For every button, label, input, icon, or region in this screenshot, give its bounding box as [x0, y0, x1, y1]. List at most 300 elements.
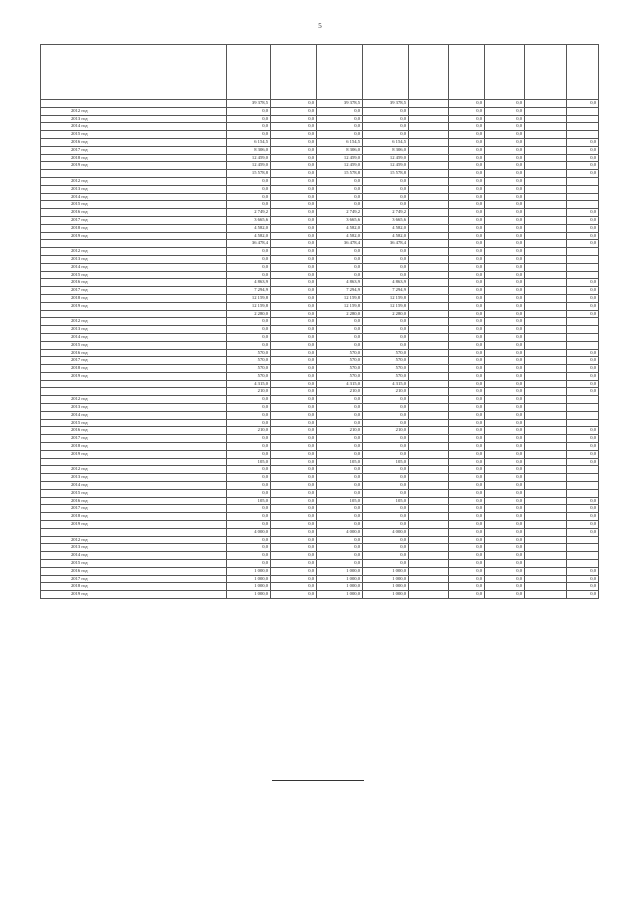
year-cell-rep_credit — [409, 411, 449, 419]
section-row — [41, 100, 599, 108]
year-cell-rep_alloc: 0,0 — [363, 544, 409, 552]
section-cell-extra_sg — [525, 528, 567, 536]
year-cell-invest: 0,0 — [567, 591, 599, 599]
year-cell-federal: 0,0 — [271, 162, 317, 170]
year-row — [41, 474, 599, 482]
year-cell-rep_alloc: 105,0 — [363, 497, 409, 505]
header-investment-premium — [567, 45, 599, 100]
year-cell-extra_total: 0,0 — [485, 341, 525, 349]
year-cell-local: 0,0 — [449, 138, 485, 146]
year-cell-local: 0,0 — [449, 450, 485, 458]
section-cell-extra_total: 0,0 — [485, 240, 525, 248]
year-label: 2018 год — [41, 294, 227, 302]
year-cell-extra_total: 0,0 — [485, 224, 525, 232]
year-cell-rep_alloc: 570,0 — [363, 349, 409, 357]
year-row — [41, 333, 599, 341]
year-cell-rep_total: 0,0 — [317, 177, 363, 185]
year-cell-invest: 0,0 — [567, 575, 599, 583]
year-cell-federal: 0,0 — [271, 365, 317, 373]
year-cell-invest — [567, 544, 599, 552]
year-cell-federal: 0,0 — [271, 591, 317, 599]
year-label: 2015 год — [41, 131, 227, 139]
year-cell-total: 0,0 — [227, 396, 271, 404]
section-cell-total: 210,0 — [227, 388, 271, 396]
year-cell-extra_total: 0,0 — [485, 474, 525, 482]
year-label: 2016 год — [41, 138, 227, 146]
year-cell-local: 0,0 — [449, 146, 485, 154]
year-label: 2012 год — [41, 248, 227, 256]
year-cell-extra_sg — [525, 427, 567, 435]
year-cell-rep_total: 0,0 — [317, 411, 363, 419]
year-cell-rep_total: 0,0 — [317, 123, 363, 131]
year-cell-federal: 0,0 — [271, 396, 317, 404]
section-cell-rep_credit — [409, 380, 449, 388]
year-row — [41, 177, 599, 185]
year-row — [41, 552, 599, 560]
year-label: 2013 год — [41, 326, 227, 334]
year-label: 2018 год — [41, 224, 227, 232]
year-cell-rep_total: 0,0 — [317, 505, 363, 513]
year-cell-federal: 0,0 — [271, 255, 317, 263]
year-row — [41, 193, 599, 201]
year-row — [41, 357, 599, 365]
year-cell-invest — [567, 396, 599, 404]
year-cell-rep_alloc: 0,0 — [363, 443, 409, 451]
year-cell-extra_total: 0,0 — [485, 294, 525, 302]
year-label: 2016 год — [41, 567, 227, 575]
year-row — [41, 466, 599, 474]
year-cell-extra_sg — [525, 107, 567, 115]
year-cell-extra_total: 0,0 — [485, 115, 525, 123]
year-cell-local: 0,0 — [449, 177, 485, 185]
year-cell-rep_total: 4 582,0 — [317, 224, 363, 232]
year-cell-local: 0,0 — [449, 333, 485, 341]
year-cell-local: 0,0 — [449, 185, 485, 193]
year-cell-extra_sg — [525, 341, 567, 349]
year-cell-extra_total: 0,0 — [485, 427, 525, 435]
year-cell-invest — [567, 131, 599, 139]
section-cell-extra_sg — [525, 170, 567, 178]
year-cell-rep_total: 0,0 — [317, 326, 363, 334]
year-cell-extra_total: 0,0 — [485, 263, 525, 271]
section-cell-rep_total: 4 000,0 — [317, 528, 363, 536]
year-cell-extra_sg — [525, 497, 567, 505]
year-cell-local: 0,0 — [449, 216, 485, 224]
year-cell-total: 0,0 — [227, 482, 271, 490]
year-cell-rep_credit — [409, 326, 449, 334]
year-cell-rep_credit — [409, 232, 449, 240]
year-cell-extra_sg — [525, 482, 567, 490]
year-cell-invest: 0,0 — [567, 521, 599, 529]
year-cell-rep_alloc: 0,0 — [363, 107, 409, 115]
year-cell-rep_credit — [409, 263, 449, 271]
year-cell-rep_alloc: 0,0 — [363, 450, 409, 458]
year-cell-invest: 0,0 — [567, 162, 599, 170]
year-cell-extra_sg — [525, 302, 567, 310]
year-cell-rep_credit — [409, 131, 449, 139]
year-row — [41, 138, 599, 146]
year-cell-local: 0,0 — [449, 474, 485, 482]
year-cell-rep_alloc: 0,0 — [363, 341, 409, 349]
year-cell-federal: 0,0 — [271, 474, 317, 482]
year-cell-rep_total: 4 582,0 — [317, 232, 363, 240]
year-cell-extra_total: 0,0 — [485, 326, 525, 334]
header-republic-total — [317, 45, 363, 100]
year-cell-rep_credit — [409, 466, 449, 474]
year-cell-extra_sg — [525, 255, 567, 263]
year-cell-extra_total: 0,0 — [485, 107, 525, 115]
year-cell-rep_alloc: 0,0 — [363, 404, 409, 412]
year-cell-rep_total: 0,0 — [317, 482, 363, 490]
year-cell-local: 0,0 — [449, 560, 485, 568]
year-cell-rep_credit — [409, 302, 449, 310]
year-cell-extra_sg — [525, 419, 567, 427]
year-cell-local: 0,0 — [449, 232, 485, 240]
section-cell-federal: 0,0 — [271, 240, 317, 248]
year-cell-extra_total: 0,0 — [485, 583, 525, 591]
year-cell-total: 0,0 — [227, 177, 271, 185]
year-cell-federal: 0,0 — [271, 123, 317, 131]
year-cell-rep_total: 570,0 — [317, 372, 363, 380]
year-row — [41, 287, 599, 295]
year-cell-extra_total: 0,0 — [485, 302, 525, 310]
year-cell-extra_sg — [525, 333, 567, 341]
year-cell-rep_credit — [409, 349, 449, 357]
header-activity — [41, 45, 227, 100]
year-cell-rep_alloc: 12 159,8 — [363, 294, 409, 302]
year-row — [41, 419, 599, 427]
year-cell-rep_credit — [409, 505, 449, 513]
section-cell-rep_alloc: 36 478,4 — [363, 240, 409, 248]
year-cell-rep_credit — [409, 138, 449, 146]
section-cell-total: 36 478,4 — [227, 240, 271, 248]
year-row — [41, 497, 599, 505]
year-cell-local: 0,0 — [449, 505, 485, 513]
section-title — [41, 458, 227, 466]
year-label: 2014 год — [41, 193, 227, 201]
year-label: 2015 год — [41, 489, 227, 497]
year-cell-extra_sg — [525, 513, 567, 521]
section-cell-rep_credit — [409, 240, 449, 248]
year-cell-extra_total: 0,0 — [485, 466, 525, 474]
year-cell-rep_total: 0,0 — [317, 404, 363, 412]
year-cell-federal: 0,0 — [271, 411, 317, 419]
section-cell-local: 0,0 — [449, 100, 485, 108]
year-label: 2013 год — [41, 404, 227, 412]
section-row — [41, 170, 599, 178]
year-cell-rep_credit — [409, 287, 449, 295]
year-cell-rep_total: 0,0 — [317, 263, 363, 271]
year-cell-federal: 0,0 — [271, 232, 317, 240]
section-row — [41, 380, 599, 388]
year-cell-rep_alloc: 0,0 — [363, 177, 409, 185]
year-cell-extra_total: 0,0 — [485, 185, 525, 193]
section-cell-extra_total: 0,0 — [485, 100, 525, 108]
year-cell-local: 0,0 — [449, 489, 485, 497]
section-cell-federal: 0,0 — [271, 528, 317, 536]
year-cell-total: 1 000,0 — [227, 591, 271, 599]
year-cell-rep_credit — [409, 357, 449, 365]
section-cell-total: 4 315,0 — [227, 380, 271, 388]
year-cell-invest: 0,0 — [567, 154, 599, 162]
year-cell-federal: 0,0 — [271, 505, 317, 513]
year-label: 2018 год — [41, 583, 227, 591]
year-cell-rep_credit — [409, 115, 449, 123]
year-label: 2015 год — [41, 419, 227, 427]
year-cell-federal: 0,0 — [271, 349, 317, 357]
section-cell-total: 105,0 — [227, 458, 271, 466]
year-cell-rep_total: 8 306,0 — [317, 146, 363, 154]
year-cell-total: 0,0 — [227, 466, 271, 474]
year-cell-invest — [567, 185, 599, 193]
year-cell-total: 0,0 — [227, 450, 271, 458]
year-cell-invest: 0,0 — [567, 209, 599, 217]
year-cell-total: 7 294,9 — [227, 287, 271, 295]
section-cell-rep_total: 4 315,0 — [317, 380, 363, 388]
year-cell-invest: 0,0 — [567, 567, 599, 575]
year-cell-rep_alloc: 0,0 — [363, 201, 409, 209]
year-cell-rep_alloc: 2 749,2 — [363, 209, 409, 217]
year-cell-rep_credit — [409, 365, 449, 373]
year-cell-total: 0,0 — [227, 411, 271, 419]
year-row — [41, 341, 599, 349]
year-cell-federal: 0,0 — [271, 583, 317, 591]
year-cell-rep_alloc: 210,0 — [363, 427, 409, 435]
year-cell-rep_alloc: 0,0 — [363, 271, 409, 279]
year-row — [41, 162, 599, 170]
year-row — [41, 279, 599, 287]
year-cell-rep_credit — [409, 216, 449, 224]
year-cell-invest — [567, 552, 599, 560]
year-row — [41, 232, 599, 240]
year-cell-rep_total: 0,0 — [317, 271, 363, 279]
year-row — [41, 450, 599, 458]
year-cell-invest: 0,0 — [567, 435, 599, 443]
year-cell-extra_sg — [525, 131, 567, 139]
year-label: 2016 год — [41, 427, 227, 435]
year-cell-extra_sg — [525, 560, 567, 568]
year-cell-rep_credit — [409, 248, 449, 256]
section-cell-extra_total: 0,0 — [485, 310, 525, 318]
year-cell-local: 0,0 — [449, 162, 485, 170]
year-cell-extra_sg — [525, 450, 567, 458]
year-cell-rep_total: 3 665,6 — [317, 216, 363, 224]
year-cell-federal: 0,0 — [271, 521, 317, 529]
section-cell-federal: 0,0 — [271, 388, 317, 396]
year-cell-rep_total: 0,0 — [317, 333, 363, 341]
year-cell-invest: 0,0 — [567, 138, 599, 146]
year-cell-rep_credit — [409, 489, 449, 497]
year-cell-rep_alloc: 12 159,8 — [363, 302, 409, 310]
year-label: 2012 год — [41, 466, 227, 474]
section-title — [41, 240, 227, 248]
year-label: 2012 год — [41, 536, 227, 544]
year-cell-extra_sg — [525, 474, 567, 482]
year-cell-rep_alloc: 4 582,0 — [363, 232, 409, 240]
year-row — [41, 294, 599, 302]
year-cell-federal: 0,0 — [271, 560, 317, 568]
year-cell-invest — [567, 248, 599, 256]
year-cell-total: 0,0 — [227, 489, 271, 497]
year-cell-extra_total: 0,0 — [485, 146, 525, 154]
year-cell-extra_total: 0,0 — [485, 349, 525, 357]
year-cell-rep_alloc: 0,0 — [363, 193, 409, 201]
year-cell-extra_sg — [525, 443, 567, 451]
year-cell-rep_credit — [409, 162, 449, 170]
year-cell-federal: 0,0 — [271, 115, 317, 123]
year-cell-rep_credit — [409, 209, 449, 217]
year-cell-rep_alloc: 0,0 — [363, 411, 409, 419]
year-cell-rep_alloc: 0,0 — [363, 560, 409, 568]
year-cell-federal: 0,0 — [271, 333, 317, 341]
year-cell-rep_total: 0,0 — [317, 318, 363, 326]
section-cell-rep_alloc: 15 578,8 — [363, 170, 409, 178]
year-cell-total: 0,0 — [227, 560, 271, 568]
section-title — [41, 528, 227, 536]
year-cell-rep_credit — [409, 154, 449, 162]
year-cell-local: 0,0 — [449, 513, 485, 521]
year-cell-rep_credit — [409, 404, 449, 412]
year-cell-rep_total: 105,0 — [317, 497, 363, 505]
year-cell-rep_alloc: 0,0 — [363, 248, 409, 256]
year-cell-rep_total: 7 294,9 — [317, 287, 363, 295]
year-cell-federal: 0,0 — [271, 263, 317, 271]
year-cell-rep_credit — [409, 435, 449, 443]
year-cell-local: 0,0 — [449, 419, 485, 427]
year-cell-local: 0,0 — [449, 521, 485, 529]
year-row — [41, 365, 599, 373]
year-cell-federal: 0,0 — [271, 177, 317, 185]
year-cell-local: 0,0 — [449, 318, 485, 326]
year-cell-rep_alloc: 3 665,6 — [363, 216, 409, 224]
section-cell-extra_sg — [525, 388, 567, 396]
year-row — [41, 185, 599, 193]
year-cell-extra_total: 0,0 — [485, 279, 525, 287]
year-cell-total: 570,0 — [227, 372, 271, 380]
year-label: 2017 год — [41, 146, 227, 154]
year-cell-extra_total: 0,0 — [485, 497, 525, 505]
year-cell-extra_total: 0,0 — [485, 162, 525, 170]
section-cell-rep_total: 210,0 — [317, 388, 363, 396]
year-cell-total: 1 000,0 — [227, 575, 271, 583]
year-cell-rep_total: 570,0 — [317, 349, 363, 357]
year-cell-rep_credit — [409, 123, 449, 131]
year-cell-federal: 0,0 — [271, 138, 317, 146]
year-row — [41, 396, 599, 404]
section-cell-federal: 0,0 — [271, 458, 317, 466]
section-cell-invest: 0,0 — [567, 388, 599, 396]
year-label: 2013 год — [41, 474, 227, 482]
year-cell-rep_credit — [409, 443, 449, 451]
budget-table-container — [40, 44, 598, 599]
year-row — [41, 255, 599, 263]
year-cell-local: 0,0 — [449, 396, 485, 404]
year-cell-extra_sg — [525, 123, 567, 131]
year-label: 2014 год — [41, 552, 227, 560]
year-cell-extra_sg — [525, 185, 567, 193]
year-cell-extra_sg — [525, 365, 567, 373]
year-cell-rep_credit — [409, 544, 449, 552]
year-label: 2017 год — [41, 216, 227, 224]
year-label: 2015 год — [41, 560, 227, 568]
year-cell-rep_alloc: 1 000,0 — [363, 567, 409, 575]
year-cell-extra_total: 0,0 — [485, 536, 525, 544]
section-cell-rep_credit — [409, 310, 449, 318]
year-cell-extra_total: 0,0 — [485, 505, 525, 513]
year-cell-rep_alloc: 0,0 — [363, 115, 409, 123]
year-cell-local: 0,0 — [449, 302, 485, 310]
year-cell-rep_credit — [409, 279, 449, 287]
year-cell-extra_total: 0,0 — [485, 411, 525, 419]
section-cell-rep_credit — [409, 100, 449, 108]
year-cell-total: 1 000,0 — [227, 583, 271, 591]
year-cell-federal: 0,0 — [271, 107, 317, 115]
year-cell-extra_total: 0,0 — [485, 372, 525, 380]
year-cell-extra_total: 0,0 — [485, 209, 525, 217]
section-cell-federal: 0,0 — [271, 170, 317, 178]
section-cell-federal: 0,0 — [271, 380, 317, 388]
year-cell-rep_alloc: 0,0 — [363, 482, 409, 490]
year-cell-extra_total: 0,0 — [485, 544, 525, 552]
year-row — [41, 263, 599, 271]
section-title — [41, 310, 227, 318]
year-cell-total: 6 154,5 — [227, 138, 271, 146]
year-cell-extra_sg — [525, 115, 567, 123]
year-cell-extra_sg — [525, 294, 567, 302]
year-cell-total: 0,0 — [227, 435, 271, 443]
section-cell-invest: 0,0 — [567, 380, 599, 388]
year-cell-rep_total: 0,0 — [317, 552, 363, 560]
year-cell-rep_alloc: 0,0 — [363, 505, 409, 513]
year-cell-extra_total: 0,0 — [485, 154, 525, 162]
year-cell-rep_total: 1 000,0 — [317, 591, 363, 599]
section-cell-rep_alloc: 39 378,5 — [363, 100, 409, 108]
year-cell-extra_total: 0,0 — [485, 216, 525, 224]
year-cell-rep_total: 0,0 — [317, 396, 363, 404]
year-cell-total: 570,0 — [227, 349, 271, 357]
year-cell-extra_total: 0,0 — [485, 248, 525, 256]
year-cell-extra_total: 0,0 — [485, 575, 525, 583]
year-cell-rep_credit — [409, 482, 449, 490]
section-cell-rep_total: 36 478,4 — [317, 240, 363, 248]
year-cell-federal: 0,0 — [271, 216, 317, 224]
header-extra-state-guaranteed — [525, 45, 567, 100]
year-cell-rep_alloc: 0,0 — [363, 466, 409, 474]
year-cell-local: 0,0 — [449, 123, 485, 131]
year-cell-invest: 0,0 — [567, 513, 599, 521]
year-cell-local: 0,0 — [449, 326, 485, 334]
year-cell-federal: 0,0 — [271, 466, 317, 474]
year-cell-rep_credit — [409, 185, 449, 193]
section-cell-rep_credit — [409, 458, 449, 466]
year-cell-extra_total: 0,0 — [485, 287, 525, 295]
year-cell-federal: 0,0 — [271, 287, 317, 295]
year-cell-extra_sg — [525, 349, 567, 357]
year-cell-extra_sg — [525, 591, 567, 599]
year-cell-federal: 0,0 — [271, 513, 317, 521]
year-cell-extra_sg — [525, 583, 567, 591]
year-label: 2013 год — [41, 115, 227, 123]
footer-rule — [272, 780, 364, 781]
year-cell-rep_alloc: 12 459,0 — [363, 162, 409, 170]
year-row — [41, 146, 599, 154]
year-cell-local: 0,0 — [449, 411, 485, 419]
year-cell-extra_total: 0,0 — [485, 560, 525, 568]
year-cell-local: 0,0 — [449, 567, 485, 575]
year-row — [41, 583, 599, 591]
year-row — [41, 123, 599, 131]
year-cell-extra_sg — [525, 521, 567, 529]
